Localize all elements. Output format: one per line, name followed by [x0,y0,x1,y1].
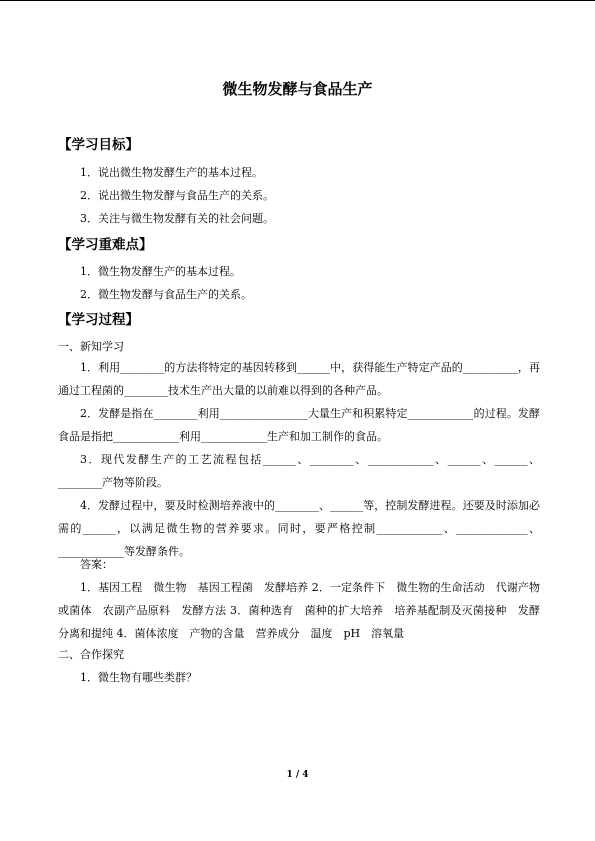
page-top-rule [0,0,595,1]
objectives-heading: 【学习目标】 [58,137,139,153]
question-4: 4．发酵过程中，要及时检测培养液中的________、______等，控制发酵进程。还要及时添加必需的______，以满足微生物的营养要求。同时，要严格控制____________、_____________、____________等发酵条件。 [58,499,540,558]
answer-text: 1．基因工程 微生物 基因工程菌 发酵培养 2．一定条件下 微生物的生命活动 代谢产物或菌体 农副产品原料 发酵方法 3．菌种选育 菌种的扩大培养 培养基配制及灭菌接种 发酵 分离和提纯 4．菌体浓度 产物的含量 营养成分 温度 pH 溶氧量 [58,581,551,640]
process-heading: 【学习过程】 [58,312,139,328]
key-points-heading: 【学习重难点】 [58,237,153,253]
section-new-knowledge: 一、新知学习 [58,340,124,353]
key-point-item-1: 1．微生物发酵生产的基本过程。 [80,265,241,278]
objective-item-3: 3．关注与微生物发酵有关的社会问题。 [80,212,274,225]
question-3: 3．现代发酵生产的工艺流程包括______、________、____________、______、______、________产物等阶段。 [58,453,540,489]
question-2: 2．发酵是指在________利用________________大量生产和积累特定____________的过程。发酵食品是指把____________利用____________生产和加工制作的食品。 [58,407,540,443]
section-cooperative-inquiry: 二、合作探究 [58,648,124,661]
page-number: 1 / 4 [286,770,309,780]
question-1: 1．利用________的方法将特定的基因转移到______中，获得能生产特定产品的__________，再通过工程菌的________技术生产出大量的以前难以得到的各种产品。 [58,361,540,397]
question-5: 1．微生物有哪些类群？ [80,671,197,684]
key-point-item-2: 2．微生物发酵与食品生产的关系。 [80,288,252,301]
page-title: 微生物发酵与食品生产 [222,80,373,98]
answer-label: 答案： [80,558,113,571]
objective-item-1: 1．说出微生物发酵生产的基本过程。 [80,166,263,179]
objective-item-2: 2．说出微生物发酵与食品生产的关系。 [80,189,274,202]
